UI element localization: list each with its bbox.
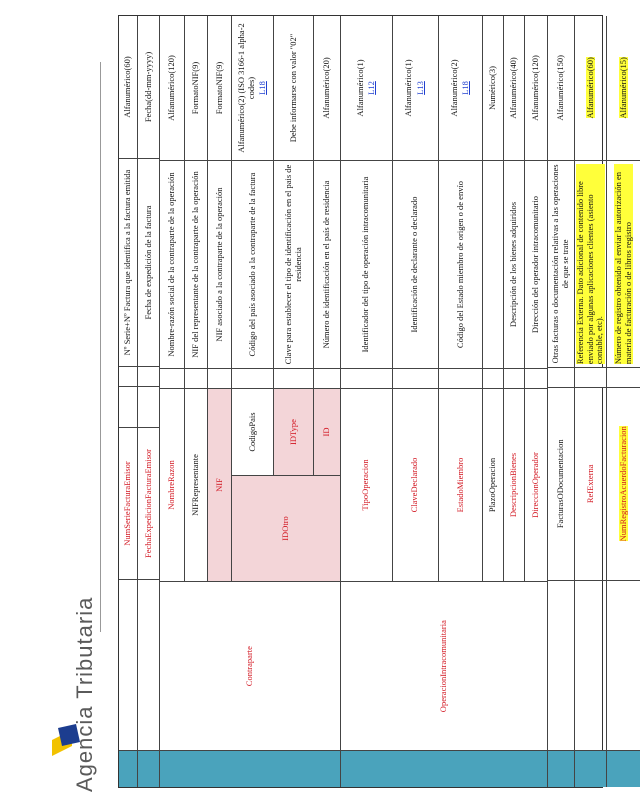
row-side-cell — [138, 750, 159, 787]
field-name: EstadoMiembro — [439, 388, 483, 581]
group-operacion: OperacionIntracomunitaria — [341, 581, 547, 750]
table-row — [607, 16, 640, 787]
field-format — [232, 16, 273, 160]
highlighted-text: Referencia Externa. Dato adicional de contenido libre enviado por algunas aplicaciones clientes (asiento contable, etc). — [576, 164, 605, 364]
format-text: Alfanumérico(120) — [165, 55, 176, 121]
sub-field-name: ID — [314, 388, 340, 475]
field-name: NumSerieFacturaEmisor — [119, 427, 137, 579]
field-description: Descripción de los bienes adquiridos — [504, 160, 524, 368]
field-description: Clave para establecer el tipo de identificación en el pais de residencia — [274, 160, 313, 368]
field-description: Código del país asociado a la contraparte de la factura — [232, 160, 273, 368]
spacer-cell — [504, 368, 524, 388]
contraparte-block — [160, 16, 341, 787]
table-row — [208, 16, 232, 581]
spacer-cell — [439, 368, 483, 388]
idotro-block — [232, 16, 340, 581]
table-row — [185, 16, 209, 581]
fields-table — [118, 15, 633, 788]
field-description — [575, 160, 606, 367]
highlighted-text: Número de registro obtenido al enviar la autorización en materia de facturación o de libros registro — [614, 164, 634, 364]
group-cell — [138, 579, 159, 750]
format-link[interactable]: L12 — [366, 81, 377, 95]
field-format — [185, 16, 208, 160]
operacion-rows — [341, 16, 547, 581]
field-description: Identificación de declarante o declarado — [393, 160, 438, 368]
field-format — [548, 16, 574, 160]
highlighted-text: NumRegistroAcuerdoFacturacion — [617, 426, 628, 542]
sub-field-name: CodigoPais — [232, 388, 273, 475]
format-link[interactable]: L13 — [415, 81, 426, 95]
table-row — [119, 16, 138, 787]
row-side-cell — [341, 750, 547, 787]
format-text: Alfanumérico(1) — [403, 59, 414, 117]
format-link[interactable]: L18 — [257, 81, 268, 95]
header-divider — [100, 62, 101, 632]
field-name: TipoOperacion — [341, 388, 392, 581]
field-description: Dirección del operador intracomunitario — [525, 160, 547, 368]
spacer-cell — [483, 368, 503, 388]
sub-field-name: IDType — [274, 388, 313, 475]
field-description — [483, 160, 503, 368]
field-format — [274, 16, 313, 160]
field-name: FacturasODocumentacion — [548, 387, 574, 579]
field-format — [208, 16, 231, 160]
spacer-cell — [208, 368, 231, 388]
field-description: NIF asociado a la contraparte de la operación — [208, 160, 231, 368]
group-cell — [119, 579, 137, 750]
field-description: Nombre-razón social de la contraparte de la operación — [160, 160, 184, 368]
spacer-cell — [548, 367, 574, 387]
field-description: Fecha de expedición de la factura — [138, 158, 159, 366]
field-name: RefExterna — [575, 387, 606, 579]
field-format — [504, 16, 524, 160]
field-name: NombreRazon — [160, 388, 184, 581]
format-text: FormatoNIF(9) — [213, 61, 224, 115]
table-row — [575, 16, 607, 787]
field-format — [341, 16, 392, 160]
idotro-rows — [232, 16, 340, 475]
field-description: Otras facturas o documentación relativas a las operaciones de que se trate — [548, 160, 574, 367]
format-text: Alfanumérico(2) (ISO 3166-1 alpha-2 codes) — [235, 23, 256, 153]
spacer-cell — [525, 368, 547, 388]
group-contraparte: Contraparte — [160, 581, 340, 750]
spacer-cell — [160, 368, 184, 388]
spacer-cell — [314, 368, 340, 388]
format-text: Alfanumérico(2) — [448, 59, 459, 117]
spacer-cell — [138, 366, 159, 386]
field-name: DescripcionBienes — [504, 388, 524, 581]
highlighted-text: Alfanumérico(60) — [584, 57, 595, 119]
format-text: FormatoNIF(9) — [190, 61, 201, 115]
field-description: Código del Estado miembro de origen o de envío — [439, 160, 483, 368]
table-row — [232, 16, 274, 475]
field-name — [607, 387, 640, 579]
field-format — [575, 16, 606, 160]
field-name: FechaExpedicionFacturaEmisor — [138, 427, 159, 579]
field-description: Identificador del tipo de operación intracomunitaria — [341, 160, 392, 368]
operacion-block — [341, 16, 548, 787]
format-text: Alfanumérico(150) — [555, 55, 566, 121]
row-side-cell — [575, 750, 606, 787]
table-row — [525, 16, 547, 581]
field-format — [393, 16, 438, 160]
spacer-cell — [185, 368, 208, 388]
group-cell — [575, 580, 606, 751]
group-idotro: IDOtro — [232, 475, 340, 581]
table-row — [504, 16, 525, 581]
page-header — [0, 0, 115, 800]
field-name: NIF — [208, 388, 231, 581]
highlighted-text: Alfanumérico(15) — [617, 57, 628, 119]
format-text: Numérico(3) — [487, 66, 498, 110]
spacer-cell — [274, 368, 313, 388]
spacer-cell — [119, 366, 137, 386]
field-name: ClaveDeclarado — [393, 388, 438, 581]
spacer-cell — [607, 367, 640, 387]
group-cell — [548, 580, 574, 751]
format-text: Fecha(dd-mm-yyyy) — [142, 51, 153, 123]
format-text: Alfanumérico(20) — [321, 57, 332, 119]
format-text: Alfanumérico(60) — [122, 56, 133, 118]
field-format — [314, 16, 340, 160]
format-text: Alfanumérico(120) — [530, 55, 541, 121]
sub-field-cell — [119, 386, 137, 427]
group-cell — [607, 580, 640, 751]
field-format — [439, 16, 483, 160]
table-row — [483, 16, 504, 581]
table-row — [439, 16, 484, 581]
field-format — [483, 16, 503, 160]
row-side-cell — [607, 750, 640, 787]
sub-field-cell — [138, 386, 159, 427]
format-link[interactable]: L18 — [460, 81, 471, 95]
format-text: Alfanumérico(1) — [354, 59, 365, 117]
field-format — [160, 16, 184, 160]
field-format — [525, 16, 547, 160]
table-row — [314, 16, 340, 475]
contraparte-rows — [160, 16, 340, 581]
field-description: NIF del representante de la contraparte de la operación — [185, 160, 208, 368]
table-row — [341, 16, 393, 581]
field-name: PlazoOperacion — [483, 388, 503, 581]
field-format — [119, 16, 137, 158]
field-format — [607, 16, 640, 160]
row-side-cell — [160, 750, 340, 787]
spacer-cell — [341, 368, 392, 388]
format-text: Debe informarse con valor "02" — [287, 33, 298, 143]
table-row — [548, 16, 575, 787]
field-name: DireccionOperador — [525, 388, 547, 581]
format-text: Alfanumérico(40) — [508, 57, 519, 119]
row-side-cell — [548, 750, 574, 787]
spacer-cell — [575, 367, 606, 387]
spacer-cell — [393, 368, 438, 388]
field-format — [138, 16, 159, 158]
table-row — [160, 16, 185, 581]
field-name: NIFRepresentante — [185, 388, 208, 581]
agency-name: Agencia Tributaria — [72, 596, 97, 792]
table-row — [138, 16, 160, 787]
field-description — [607, 160, 640, 367]
spacer-cell — [232, 368, 273, 388]
table-row — [274, 16, 314, 475]
row-side-cell — [119, 750, 137, 787]
table-row — [393, 16, 439, 581]
field-description: Nº Serie+Nº Factura que identifica a la factura emitida — [119, 158, 137, 366]
field-description: Número de identificación en el país de residencia — [314, 160, 340, 368]
